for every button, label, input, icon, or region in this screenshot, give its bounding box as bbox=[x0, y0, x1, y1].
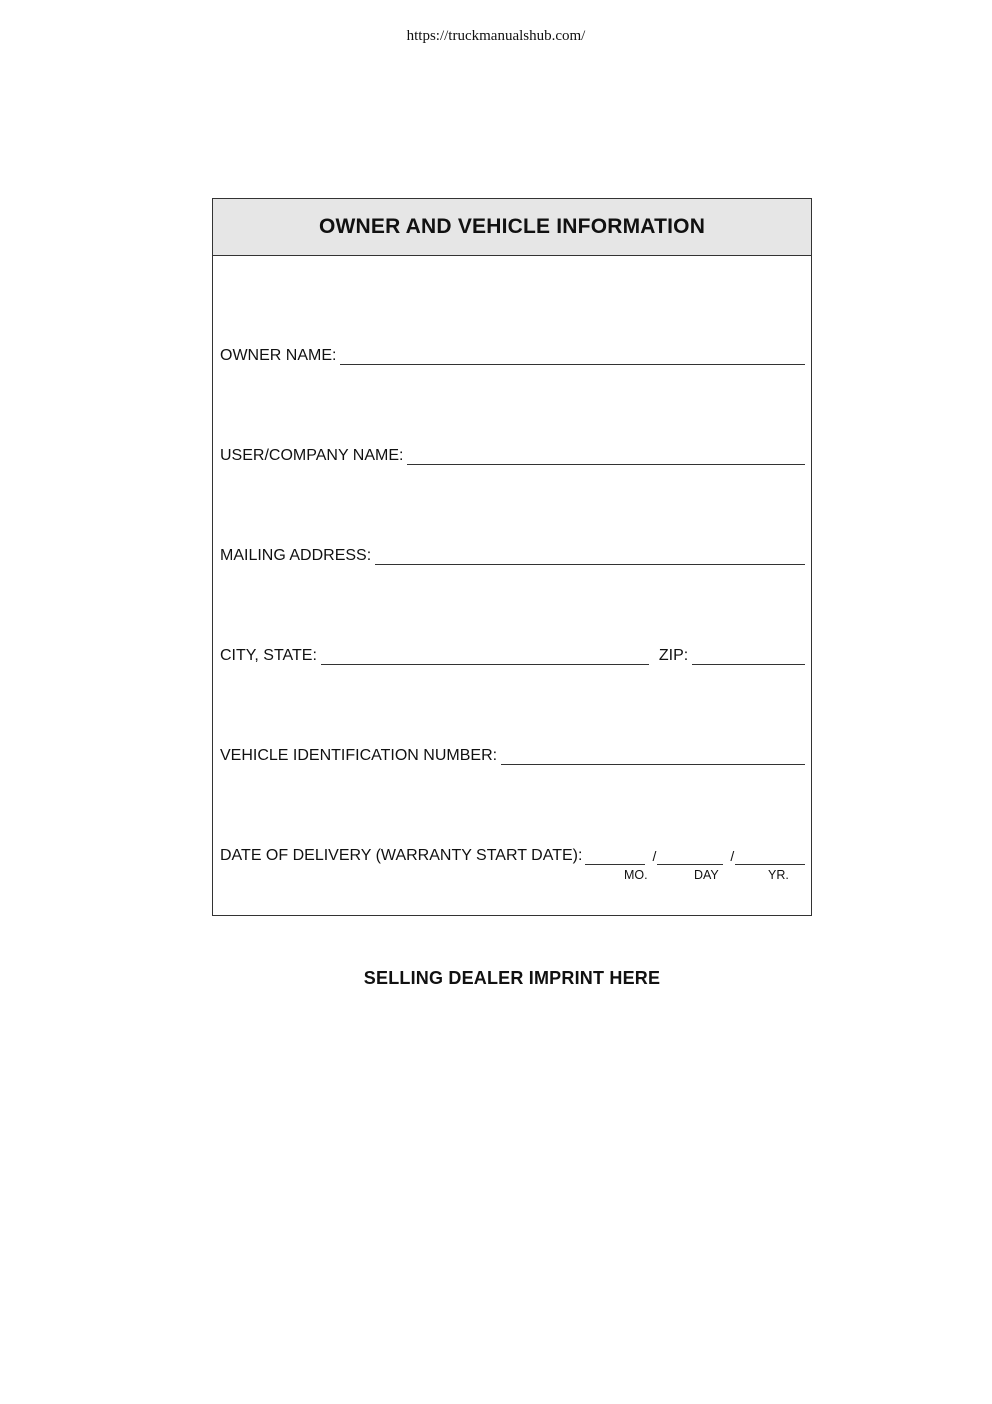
delivery-date-row bbox=[220, 846, 805, 865]
date-year-field[interactable] bbox=[735, 846, 805, 865]
user-company-label: USER/COMPANY NAME: bbox=[220, 447, 404, 464]
form-title: OWNER AND VEHICLE INFORMATION bbox=[213, 199, 811, 256]
vin-row bbox=[220, 746, 805, 765]
date-year-label: YR. bbox=[768, 868, 789, 882]
page-url: https://truckmanualshub.com/ bbox=[406, 28, 586, 44]
mailing-address-field[interactable] bbox=[375, 546, 805, 565]
vin-field[interactable] bbox=[501, 746, 805, 765]
dealer-imprint: SELLING DEALER IMPRINT HERE bbox=[363, 968, 661, 988]
user-company-field[interactable] bbox=[407, 446, 805, 465]
date-month-field[interactable] bbox=[585, 846, 645, 865]
city-state-label: CITY, STATE: bbox=[220, 647, 317, 664]
owner-name-field[interactable] bbox=[340, 346, 805, 365]
mailing-address-row bbox=[220, 546, 805, 565]
owner-vehicle-form bbox=[212, 198, 812, 916]
owner-name-row bbox=[220, 346, 805, 365]
zip-field[interactable] bbox=[692, 646, 805, 665]
city-state-field[interactable] bbox=[321, 646, 649, 665]
vin-label: VEHICLE IDENTIFICATION NUMBER: bbox=[220, 747, 498, 764]
date-separator: / bbox=[730, 848, 735, 864]
date-month-label: MO. bbox=[624, 868, 648, 882]
zip-label: ZIP: bbox=[658, 647, 689, 664]
delivery-date-label: DATE OF DELIVERY (WARRANTY START DATE): bbox=[220, 847, 583, 864]
user-company-row bbox=[220, 446, 805, 465]
date-day-label: DAY bbox=[694, 868, 719, 882]
city-state-zip-row bbox=[220, 646, 805, 665]
mailing-address-label: MAILING ADDRESS: bbox=[220, 547, 372, 564]
date-separator: / bbox=[652, 848, 657, 864]
date-day-field[interactable] bbox=[657, 846, 723, 865]
owner-name-label: OWNER NAME: bbox=[220, 347, 337, 364]
